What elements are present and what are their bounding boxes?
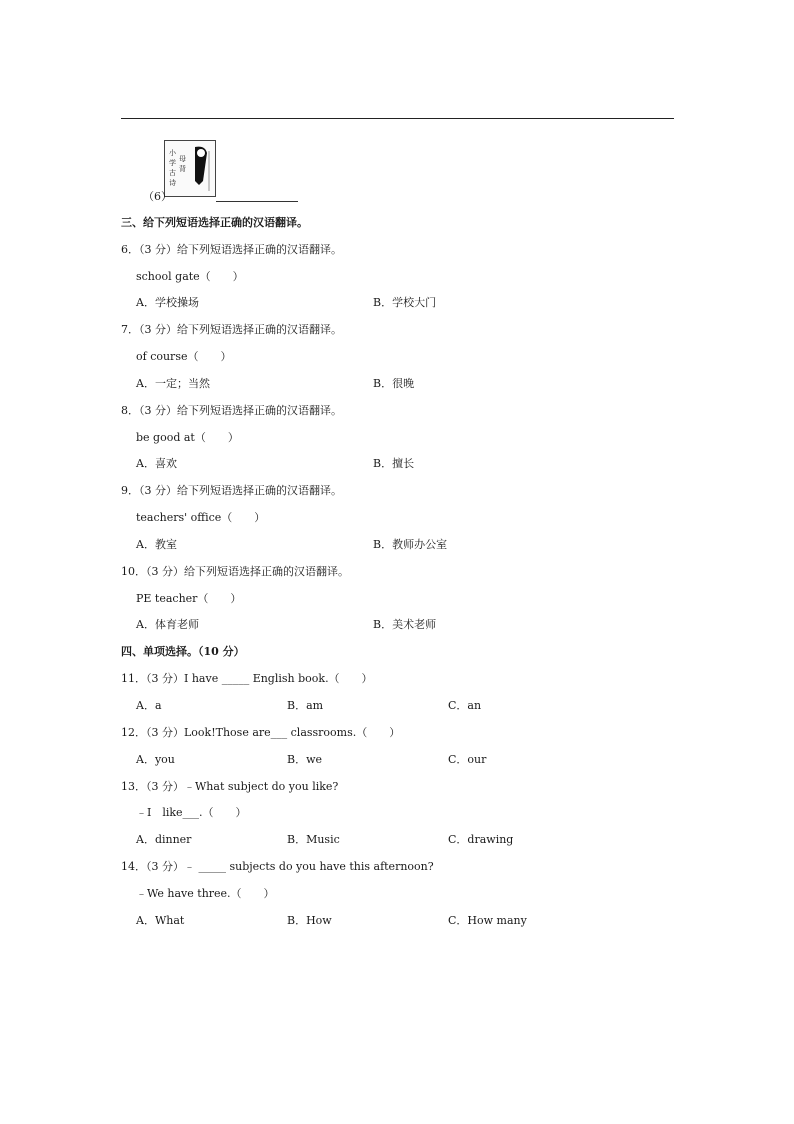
question-stem: 13．（3 分）﹣What subject do you like? xyxy=(121,780,339,793)
question-stem: 14．（3 分）﹣ _____ subjects do you have this afternoon? xyxy=(121,860,434,873)
image-char: 古 xyxy=(169,169,176,177)
option-a[interactable]: A．一定；当然 xyxy=(136,377,210,390)
option-c[interactable]: C．our xyxy=(448,753,487,766)
question-stem: 10．（3 分）给下列短语选择正确的汉语翻译。 xyxy=(121,565,349,578)
item-6-label: （6） xyxy=(143,190,172,203)
option-a[interactable]: A．you xyxy=(136,753,175,766)
option-c[interactable]: C．How many xyxy=(448,914,527,927)
option-b[interactable]: B．we xyxy=(287,753,323,766)
image-char: 母 xyxy=(179,155,186,163)
question-stem: 8．（3 分）给下列短语选择正确的汉语翻译。 xyxy=(121,404,342,417)
header-rule xyxy=(121,118,674,119)
question-stem: 7．（3 分）给下列短语选择正确的汉语翻译。 xyxy=(121,323,342,336)
question-phrase: teachers' office（ ） xyxy=(136,511,266,524)
option-b[interactable]: B．美术老师 xyxy=(373,618,437,631)
option-c[interactable]: C．an xyxy=(448,699,482,712)
question-phrase: PE teacher（ ） xyxy=(136,592,242,605)
image-char: 诗 xyxy=(169,179,176,187)
option-a[interactable]: A．学校操场 xyxy=(136,296,199,309)
image-char: 小 xyxy=(169,149,176,157)
section-4-heading: 四、单项选择。（10 分） xyxy=(121,645,245,658)
option-b[interactable]: B．擅长 xyxy=(373,457,415,470)
option-a[interactable]: A．教室 xyxy=(136,538,177,551)
option-a[interactable]: A．喜欢 xyxy=(136,457,177,470)
option-b[interactable]: B．学校大门 xyxy=(373,296,437,309)
option-a[interactable]: A．体育老师 xyxy=(136,618,199,631)
option-b[interactable]: B．教师办公室 xyxy=(373,538,448,551)
option-a[interactable]: A．dinner xyxy=(136,833,192,846)
option-b[interactable]: B．很晚 xyxy=(373,377,415,390)
poem-book-image xyxy=(164,140,216,197)
question-stem: 12．（3 分）Look!Those are___ classrooms.（ ） xyxy=(121,726,401,739)
question-phrase: school gate（ ） xyxy=(136,270,244,283)
poem-book-icon xyxy=(165,141,215,196)
option-c[interactable]: C．drawing xyxy=(448,833,514,846)
image-char: 背 xyxy=(179,165,186,173)
option-b[interactable]: B．Music xyxy=(287,833,340,846)
question-stem: 11．（3 分）I have _____ English book.（ ） xyxy=(121,672,373,685)
answer-blank[interactable] xyxy=(216,201,298,202)
question-reply: ﹣We have three.（ ） xyxy=(136,887,275,900)
option-a[interactable]: A．What xyxy=(136,914,185,927)
question-phrase: of course（ ） xyxy=(136,350,232,363)
question-stem: 6．（3 分）给下列短语选择正确的汉语翻译。 xyxy=(121,243,342,256)
option-b[interactable]: B．am xyxy=(287,699,324,712)
section-3-heading: 三、给下列短语选择正确的汉语翻译。 xyxy=(121,216,308,229)
option-a[interactable]: A．a xyxy=(136,699,162,712)
question-stem: 9．（3 分）给下列短语选择正确的汉语翻译。 xyxy=(121,484,342,497)
question-reply: ﹣I like___.（ ） xyxy=(136,806,247,819)
question-phrase: be good at（ ） xyxy=(136,431,239,444)
option-b[interactable]: B．How xyxy=(287,914,332,927)
image-char: 学 xyxy=(169,159,176,167)
